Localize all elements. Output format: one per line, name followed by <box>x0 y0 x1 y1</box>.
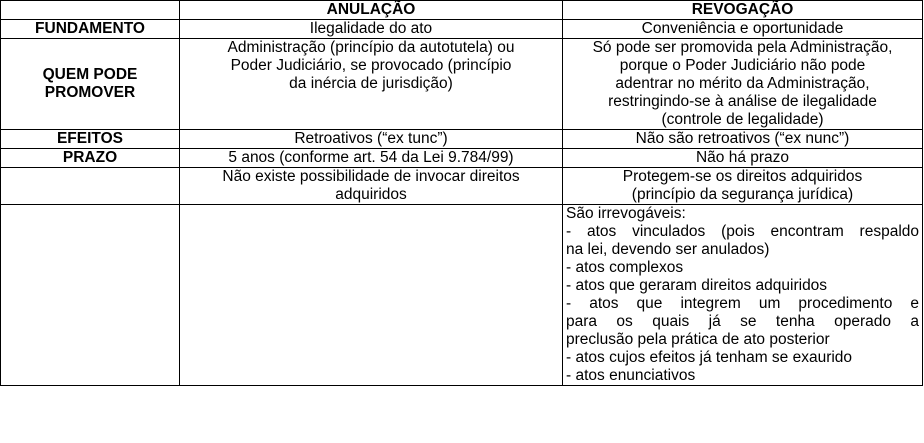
text-line: Administração (princípio da autotutela) ou <box>227 39 515 56</box>
text-line: adentrar no mérito da Administração, <box>615 75 870 92</box>
anulacao-efeitos: Retroativos (“ex tunc”) <box>180 130 563 149</box>
text-line: restringindo-se à análise de ilegalidade <box>608 93 877 110</box>
text-line: preclusão pela prática de ato posterior <box>566 331 830 348</box>
text-line: São irrevogáveis: <box>566 205 686 222</box>
label-prazo: PRAZO <box>1 149 180 168</box>
text-line: Protegem-se os direitos adquiridos <box>622 168 863 185</box>
anulacao-irrevogaveis-empty <box>180 205 563 386</box>
revogacao-quem-pode <box>563 39 923 130</box>
text-line: para os quais já se tenha operado a <box>566 313 919 330</box>
text-line: Não existe possibilidade de invocar direitos <box>222 168 520 185</box>
revogacao-fundamento: Conveniência e oportunidade <box>563 20 923 39</box>
text-line: - atos que geraram direitos adquiridos <box>566 277 828 294</box>
label-efeitos: EFEITOS <box>1 130 180 149</box>
anulacao-quem-pode <box>180 39 563 130</box>
text-line: - atos cujos efeitos já tenham se exaurido <box>566 349 853 366</box>
text-line: - atos que integrem um procedimento e <box>566 295 919 312</box>
header-anulacao: ANULAÇÃO <box>180 1 563 20</box>
anulacao-fundamento: Ilegalidade do ato <box>180 20 563 39</box>
label-line: PROMOVER <box>44 84 136 101</box>
header-revogacao: REVOGAÇÃO <box>563 1 923 20</box>
label-line: QUEM PODE <box>42 66 138 83</box>
anulacao-prazo: 5 anos (conforme art. 54 da Lei 9.784/99) <box>180 149 563 168</box>
text-line: (controle de legalidade) <box>661 111 824 128</box>
anulacao-direitos <box>180 168 563 205</box>
text-line: na lei, devendo ser anulados) <box>566 241 770 258</box>
text-line: porque o Poder Judiciário não pode <box>619 57 866 74</box>
label-fundamento: FUNDAMENTO <box>1 20 180 39</box>
revogacao-irrevogaveis <box>563 205 923 386</box>
label-irrevogaveis-empty <box>1 205 180 386</box>
revogacao-prazo: Não há prazo <box>563 149 923 168</box>
row-quem-pode-promover <box>1 39 923 130</box>
revogacao-efeitos: Não são retroativos (“ex nunc”) <box>563 130 923 149</box>
text-line: - atos complexos <box>566 259 684 276</box>
row-fundamento <box>1 20 923 39</box>
revogacao-direitos <box>563 168 923 205</box>
header-row <box>1 1 923 20</box>
row-irrevogaveis <box>1 205 923 386</box>
row-prazo <box>1 149 923 168</box>
text-line: - atos enunciativos <box>566 367 696 384</box>
row-direitos-adquiridos <box>1 168 923 205</box>
row-efeitos <box>1 130 923 149</box>
text-line: (princípio da segurança jurídica) <box>631 186 854 203</box>
text-line: da inércia de jurisdição) <box>289 75 453 92</box>
label-direitos-empty <box>1 168 180 205</box>
text-line: Poder Judiciário, se provocado (princípio <box>230 57 512 74</box>
text-line: Só pode ser promovida pela Administração, <box>592 39 893 56</box>
label-quem-pode-promover <box>1 39 180 130</box>
text-line: - atos vinculados (pois encontram respaldo <box>566 223 919 240</box>
header-empty-cell <box>1 1 180 20</box>
text-line: adquiridos <box>335 186 407 203</box>
